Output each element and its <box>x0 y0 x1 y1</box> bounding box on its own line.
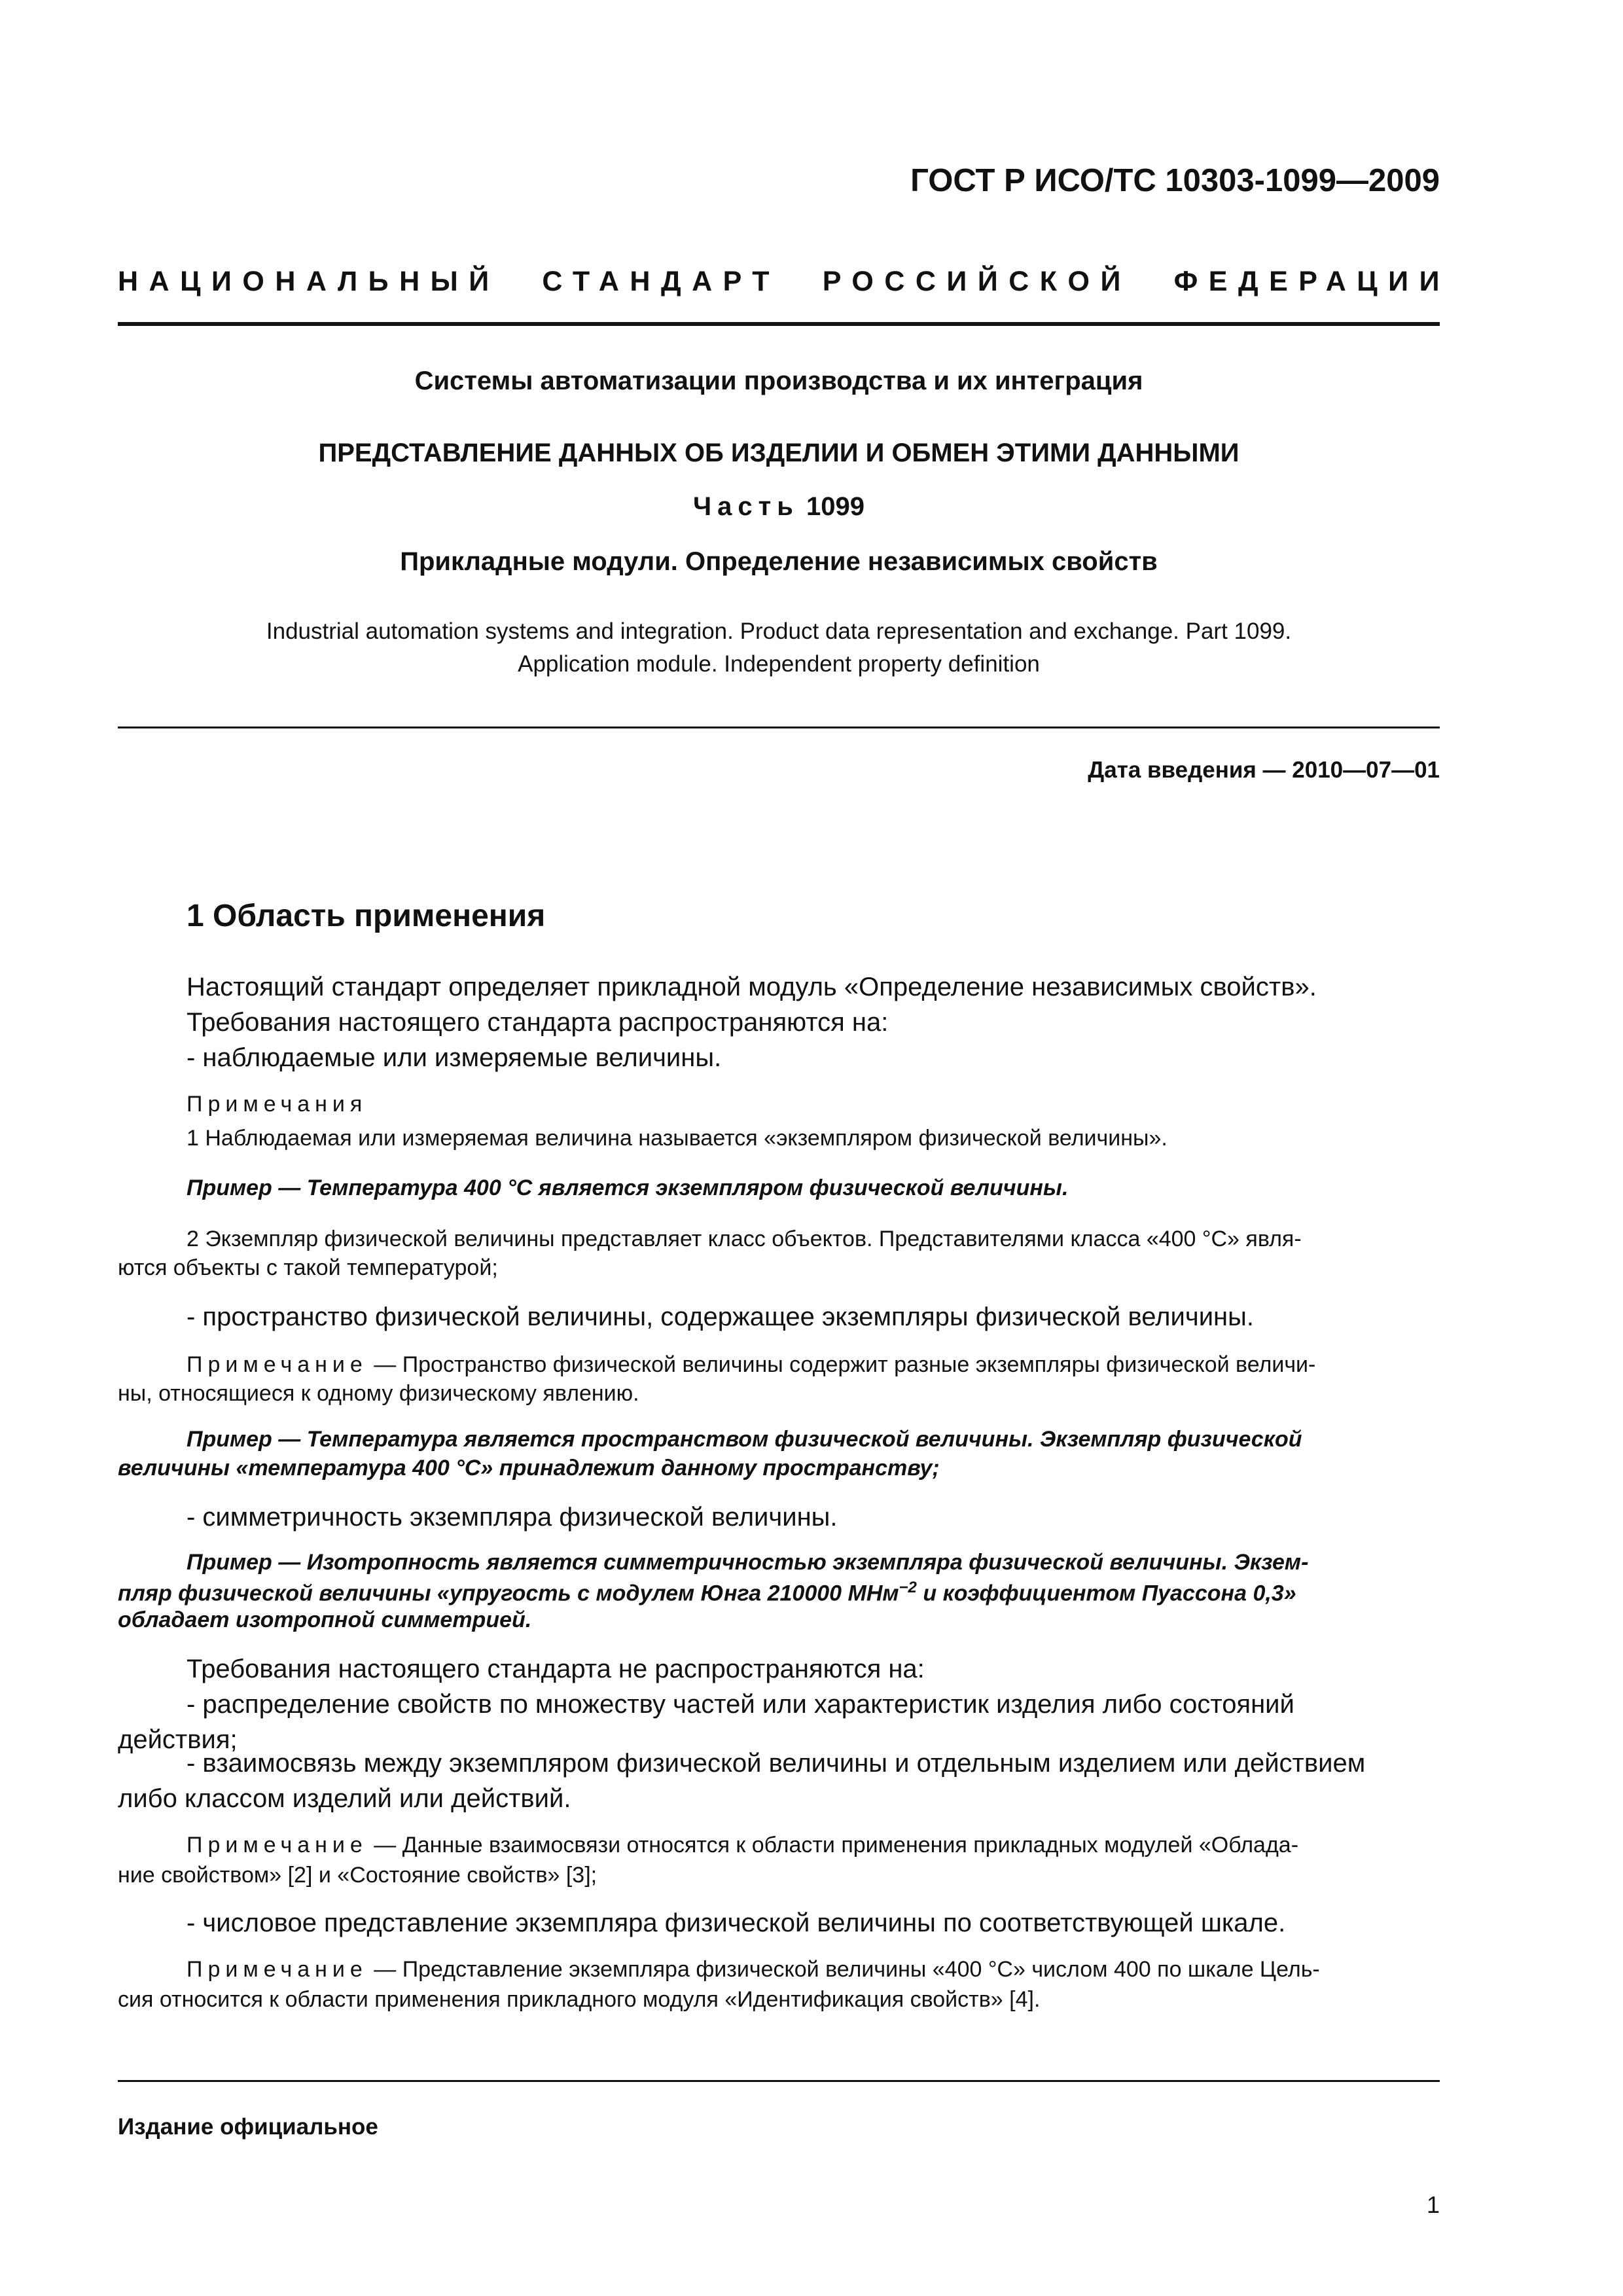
example-fragment: и коэффициентом Пуассона 0,3» <box>916 1581 1296 1606</box>
list-item: - симметричность экземпляра физической величины. <box>187 1503 838 1532</box>
note-text: сия относится к области применения прикладного модуля «Идентификация свойств» [4]. <box>118 1987 1041 2012</box>
superscript: −2 <box>899 1579 917 1596</box>
document-number: ГОСТ Р ИСО/ТС 10303-1099—2009 <box>910 163 1440 198</box>
note-text <box>118 1957 1440 1982</box>
note-text <box>118 1352 1440 1378</box>
example-text: Пример — Температура является пространством физической величины. Экземпляр физической <box>187 1427 1302 1452</box>
introduction-date: Дата введения — 2010—07—01 <box>1088 757 1440 783</box>
footer-rule <box>118 2080 1440 2082</box>
title-subtitle: Прикладные модули. Определение независимых свойств <box>400 547 1158 576</box>
notes-label: Примечания <box>187 1092 368 1117</box>
english-title <box>118 615 1440 681</box>
list-item: действия; <box>118 1725 238 1754</box>
banner-word: НАЦИОНАЛЬНЫЙ <box>118 266 500 297</box>
section-heading: 1 Область применения <box>187 899 546 933</box>
title-series: Системы автоматизации производства и их интеграция <box>414 367 1143 395</box>
banner-word: ФЕДЕРАЦИИ <box>1173 266 1450 297</box>
note-body: — Пространство физической величины содержит разные экземпляры физической величи- <box>367 1352 1316 1377</box>
note-label: Примечание <box>187 1352 368 1377</box>
paragraph-line: Требования настоящего стандарта распространяются на: <box>187 1008 889 1037</box>
list-item: либо классом изделий или действий. <box>118 1784 571 1813</box>
list-item: - числовое представление экземпляра физической величины по соответствующей шкале. <box>187 1909 1286 1937</box>
part-word: Часть <box>693 492 799 521</box>
example-fragment: пляр физической величины «упругость с модулем Юнга 210000 МНм <box>118 1581 899 1606</box>
example-text: величины «температура 400 °С» принадлежит данному пространству; <box>118 1456 940 1480</box>
note-text <box>118 1833 1440 1858</box>
part-number: 1099 <box>806 492 865 521</box>
example-text: Пример — Температура 400 °С является экземпляром физической величины. <box>187 1175 1069 1200</box>
list-item: - распределение свойств по множеству частей или характеристик изделия либо состояний <box>187 1690 1294 1719</box>
note-body: — Данные взаимосвязи относятся к области применения прикладных модулей «Облада- <box>367 1833 1299 1857</box>
note-text: ны, относящиеся к одному физическому явлению. <box>118 1381 639 1406</box>
list-item: - взаимосвязь между экземпляром физической величины и отдельным изделием или действием <box>187 1749 1366 1778</box>
title-rule <box>118 726 1440 728</box>
note-text: ние свойством» [2] и «Состояние свойств» [3]; <box>118 1863 597 1888</box>
title-part <box>118 492 1440 522</box>
note-label: Примечание <box>187 1833 368 1857</box>
national-standard-banner <box>118 266 1450 298</box>
example-text: обладает изотропной симметрией. <box>118 1607 532 1632</box>
english-title-line: Application module. Independent property definition <box>518 651 1040 677</box>
note-text: 2 Экземпляр физической величины представляет класс объектов. Представителями класса «400 °С» явля- <box>187 1227 1302 1251</box>
note-body: — Представление экземпляра физической величины «400 °С» числом 400 по шкале Цель- <box>367 1957 1320 1982</box>
paragraph-line: Настоящий стандарт определяет прикладной модуль «Определение независимых свойств». <box>187 973 1317 1001</box>
banner-word: СТАНДАРТ <box>542 266 781 297</box>
header-rule <box>118 322 1440 326</box>
english-title-line: Industrial automation systems and integration. Product data representation and exchange. Part 1099. <box>266 619 1292 644</box>
note-text: ются объекты с такой температурой; <box>118 1255 498 1280</box>
example-text: Пример — Изотропность является симметричностью экземпляра физической величины. Экзем- <box>187 1550 1309 1575</box>
page-number: 1 <box>1426 2191 1440 2218</box>
note-text: 1 Наблюдаемая или измеряемая величина называется «экземпляром физической величины». <box>187 1126 1168 1151</box>
banner-word: РОССИЙСКОЙ <box>822 266 1132 297</box>
list-item: - пространство физической величины, содержащее экземпляры физической величины. <box>187 1302 1254 1331</box>
title-main: ПРЕДСТАВЛЕНИЕ ДАННЫХ ОБ ИЗДЕЛИИ И ОБМЕН ЭТИМИ ДАННЫМИ <box>318 439 1240 467</box>
edition-label: Издание официальное <box>118 2114 378 2140</box>
example-text <box>118 1579 1440 1606</box>
list-item: - наблюдаемые или измеряемые величины. <box>187 1043 722 1072</box>
paragraph-line: Требования настоящего стандарта не распространяются на: <box>187 1655 925 1683</box>
note-label: Примечание <box>187 1957 368 1982</box>
